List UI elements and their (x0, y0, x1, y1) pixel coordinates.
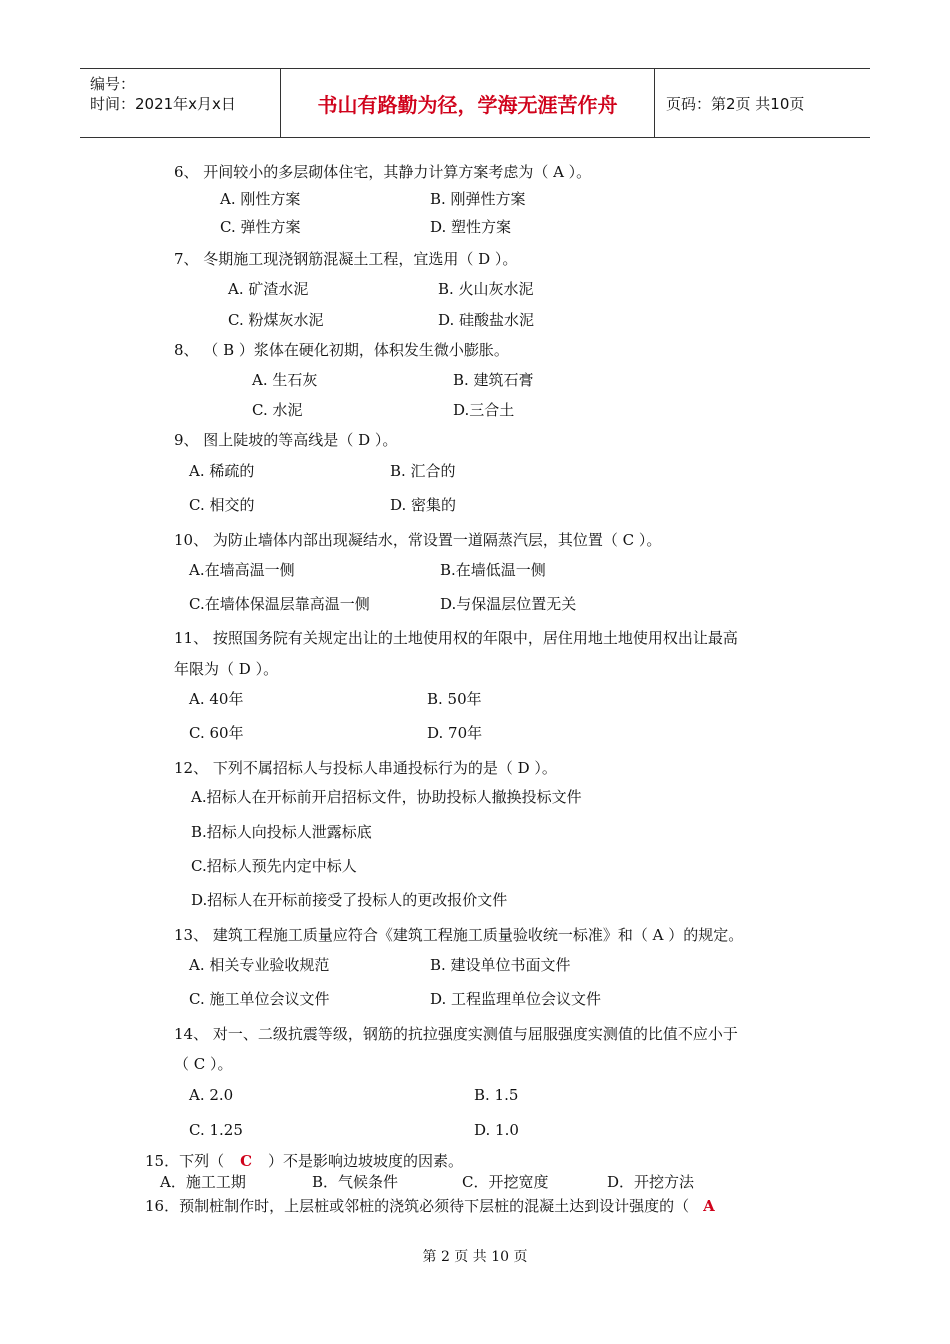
question-14-option-b: B. 1.5 (474, 1086, 519, 1104)
question-7-stem: 7、 冬期施工现浇钢筋混凝土工程，宜选用（ D ）。 (174, 250, 518, 268)
question-6-option-b: B. 刚弹性方案 (430, 190, 526, 208)
question-12-option-b: B.招标人向投标人泄露标底 (191, 823, 372, 841)
question-9-stem: 9、 图上陡坡的等高线是（ D ）。 (174, 431, 398, 449)
question-7-option-d: D. 硅酸盐水泥 (438, 311, 535, 329)
page-footer: 第 2 页 共 10 页 (422, 1249, 528, 1265)
question-11-stem-line1: 11、 按照国务院有关规定出让的土地使用权的年限中，居住用地土地使用权出让最高 (174, 629, 738, 647)
question-12-option-a: A.招标人在开标前开启招标文件，协助投标人撤换投标文件 (191, 788, 582, 806)
question-11-stem-line2: 年限为（ D ）。 (174, 660, 279, 678)
question-13-stem: 13、 建筑工程施工质量应符合《建筑工程施工质量验收统一标准》和（ A ）的规定。 (174, 926, 744, 944)
question-11-option-c: C. 60年 (189, 724, 244, 742)
question-6-option-d: D. 塑性方案 (430, 218, 512, 236)
date-label: 时间：2021年x月x日 (90, 95, 236, 113)
question-14-option-d: D. 1.0 (474, 1121, 519, 1139)
header-divider (654, 69, 655, 137)
question-7-option-c: C. 粉煤灰水泥 (228, 311, 324, 329)
question-7-option-b: B. 火山灰水泥 (438, 280, 534, 298)
question-11-option-a: A. 40年 (189, 690, 244, 708)
question-11-option-b: B. 50年 (427, 690, 482, 708)
question-10-stem: 10、 为防止墙体内部出现凝结水，常设置一道隔蒸汽层，其位置（ C ）。 (174, 531, 662, 549)
question-16-stem (145, 1196, 715, 1216)
question-6-option-a: A. 刚性方案 (220, 190, 301, 208)
question-14-option-a: A. 2.0 (189, 1086, 234, 1104)
question-8-option-c: C. 水泥 (252, 401, 303, 419)
question-13-option-c: C. 施工单位会议文件 (189, 990, 330, 1008)
question-13-option-b: B. 建设单位书面文件 (430, 956, 571, 974)
question-10-option-a: A.在墙高温一侧 (189, 561, 295, 579)
header-meta (80, 69, 280, 137)
question-10-option-b: B.在墙低温一侧 (440, 561, 546, 579)
header-motto: 书山有路勤为径，学海无涯苦作舟 (317, 92, 618, 117)
question-15-option-b: B．气候条件 (312, 1173, 399, 1191)
question-10-option-d: D.与保温层位置无关 (440, 595, 577, 613)
question-8-stem: 8、 （ B ）浆体在硬化初期，体积发生微小膨胀。 (174, 341, 509, 359)
question-15-option-a: A．施工工期 (160, 1173, 246, 1191)
question-11-option-d: D. 70年 (427, 724, 483, 742)
question-15-stem-pre: 15．下列（ (145, 1152, 225, 1170)
number-label: 编号： (90, 75, 136, 93)
question-12-option-c: C.招标人预先内定中标人 (191, 857, 357, 875)
question-6-option-c: C. 弹性方案 (220, 218, 301, 236)
header-page-info: 页码：第2页 共10页 (666, 95, 805, 113)
question-7-option-a: A. 矿渣水泥 (228, 280, 309, 298)
question-9-option-c: C. 相交的 (189, 496, 255, 514)
question-9-option-b: B. 汇合的 (390, 462, 456, 480)
question-15-stem (145, 1151, 463, 1171)
question-12-option-d: D.招标人在开标前接受了投标人的更改报价文件 (191, 891, 508, 909)
question-8-option-b: B. 建筑石膏 (453, 371, 534, 389)
question-16-answer: A (703, 1197, 715, 1215)
question-8-option-d: D.三合土 (453, 401, 515, 419)
question-15-answer: C (240, 1152, 253, 1170)
question-15-option-d: D．开挖方法 (607, 1173, 695, 1191)
question-12-stem: 12、 下列不属招标人与投标人串通投标行为的是（ D ）。 (174, 759, 557, 777)
question-9-option-d: D. 密集的 (390, 496, 457, 514)
question-13-option-d: D. 工程监理单位会议文件 (430, 990, 602, 1008)
question-14-stem-line2: （ C ）。 (174, 1055, 233, 1073)
question-13-option-a: A. 相关专业验收规范 (189, 956, 330, 974)
question-9-option-a: A. 稀疏的 (189, 462, 255, 480)
question-15-stem-post: ）不是影响边坡坡度的因素。 (268, 1152, 464, 1170)
question-16-stem-text: 16．预制桩制作时，上层桩或邻桩的浇筑必须待下层桩的混凝土达到设计强度的（ (145, 1197, 690, 1215)
question-14-option-c: C. 1.25 (189, 1121, 243, 1139)
question-6-stem: 6、 开间较小的多层砌体住宅，其静力计算方案考虑为（ A ）。 (174, 163, 592, 181)
question-14-stem-line1: 14、 对一、二级抗震等级，钢筋的抗拉强度实测值与屈服强度实测值的比值不应小于 (174, 1025, 738, 1043)
page-header (80, 68, 870, 138)
question-8-option-a: A. 生石灰 (252, 371, 318, 389)
question-15-option-c: C．开挖宽度 (462, 1173, 549, 1191)
question-10-option-c: C.在墙体保温层靠高温一侧 (189, 595, 370, 613)
